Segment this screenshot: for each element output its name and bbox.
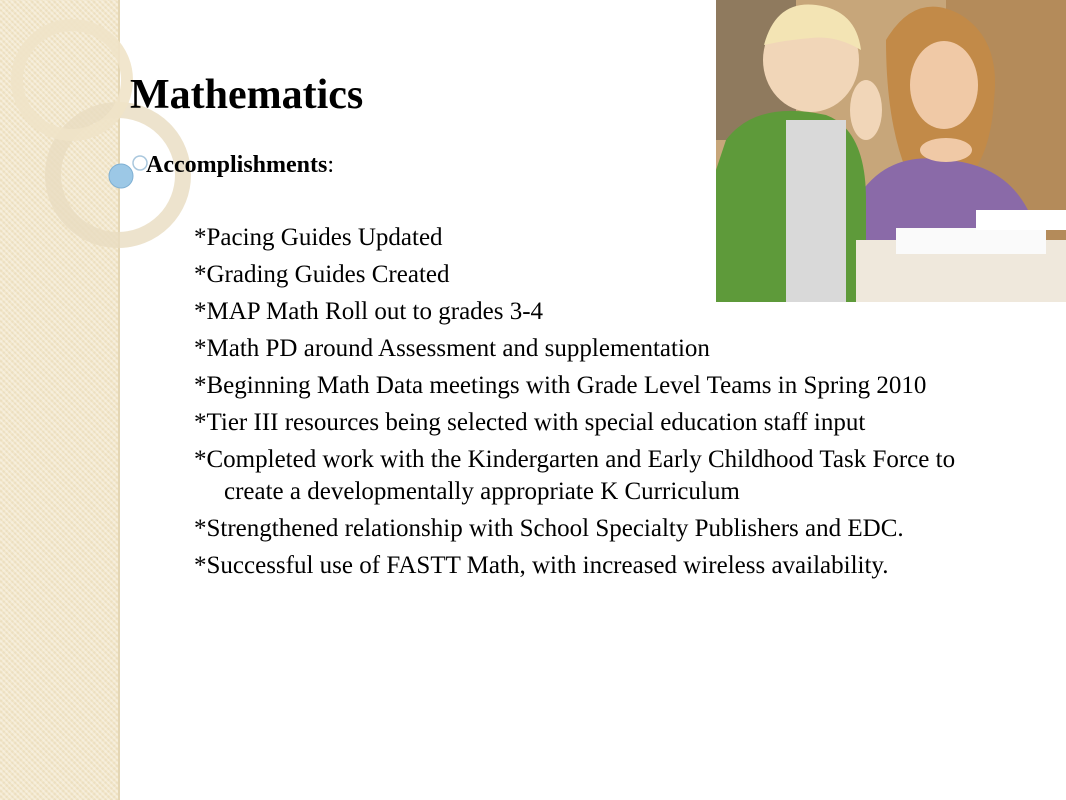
list-item: *Beginning Math Data meetings with Grade Level Teams in Spring 2010 [194,372,927,399]
accomplishments-label: Accomplishments [146,152,328,178]
accomplishments-colon: : [327,152,334,178]
list-item: *Successful use of FASTT Math, with increased wireless availability. [194,552,889,579]
slide-title: Mathematics [130,72,364,118]
side-strip-edge [118,0,120,800]
list-item: *Tier III resources being selected with special education staff input [194,409,866,436]
list-item: *Pacing Guides Updated [194,224,443,251]
list-item: *Strengthened relationship with School Specialty Publishers and EDC. [194,515,904,542]
list-item: *Math PD around Assessment and supplementation [194,335,710,362]
accomplishments-heading [146,150,334,180]
decorative-side-strip [0,0,118,800]
accomplishments-list [194,222,994,587]
list-item: *MAP Math Roll out to grades 3-4 [194,298,544,325]
decorative-ring-small [133,156,147,170]
list-item: *Grading Guides Created [194,261,450,288]
list-item: *Completed work with the Kindergarten and Early Childhood Task Force to create a developmentally appropriate K Curriculum [194,446,956,505]
